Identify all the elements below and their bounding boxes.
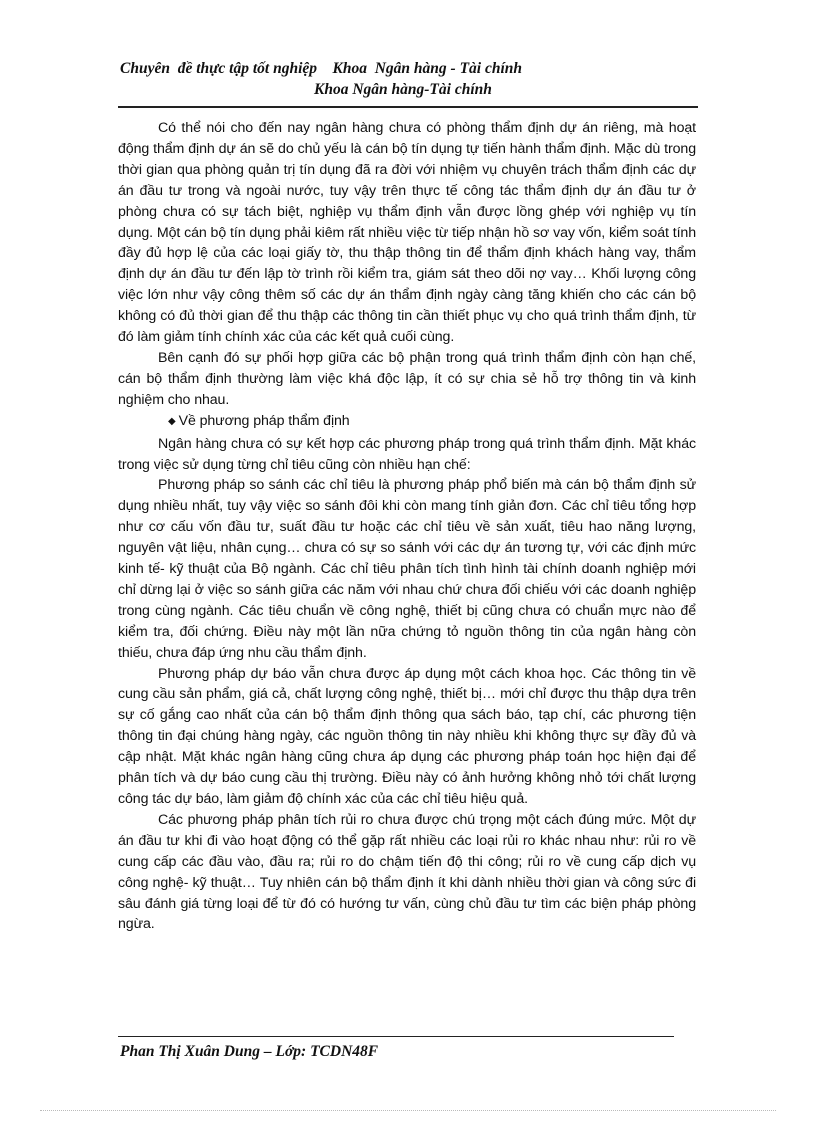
page-footer: Phan Thị Xuân Dung – Lớp: TCDN48F <box>120 1043 379 1060</box>
paragraph-2: Bên cạnh đó sự phối hợp giữa các bộ phận trong quá trình thẩm định còn hạn chế, cán bộ thẩm định thường làm việc khá độc lập, ít có sự chia sẻ hỗ trợ thông tin và kinh nghiệm cho nhau. <box>118 349 696 408</box>
paragraph-3: Ngân hàng chưa có sự kết hợp các phương pháp trong quá trình thẩm định. Mặt khác trong việc sử dụng từng chỉ tiêu cũng còn nhiều hạn chế: <box>118 435 696 473</box>
header-divider <box>118 106 698 108</box>
header-line-2: Khoa Ngân hàng-Tài chính <box>314 81 492 98</box>
bullet-heading <box>118 411 696 434</box>
document-body <box>118 118 696 935</box>
paragraph-4: Phương pháp so sánh các chỉ tiêu là phương pháp phổ biến mà cán bộ thẩm định sử dụng nhiều nhất, tuy vậy việc so sánh đôi khi còn mang tính giản đơn. Các chỉ tiêu tổng hợp như cơ cấu vốn đầu tư, suất đầu tư hoặc các chỉ tiêu về sản xuất, tiêu hao năng lượng, nguyên vật liệu, nhân cụng… chưa có sự so sánh với các dự án tương tự, với các định mức kinh tế- kỹ thuật của Bộ ngành. Các chỉ tiêu phân tích tình hình tài chính doanh nghiệp mới chỉ dừng lại ở việc so sánh giữa các năm với nhau chứ chưa đối chiếu với các doanh nghiệp trong cùng ngành. Các tiêu chuẩn về công nghệ, thiết bị cũng chưa có chuẩn mực nào để kiểm tra, đối chứng. Điều này một lần nữa chứng tỏ nguồn thông tin của ngân hàng còn thiếu, chưa đáp ứng nhu cầu thẩm định. <box>118 477 696 661</box>
bullet-heading-text: Về phương pháp thẩm định <box>178 412 350 429</box>
page-bottom-edge <box>40 1110 776 1111</box>
page-header <box>120 58 720 100</box>
paragraph-1: Có thể nói cho đến nay ngân hàng chưa có phòng thẩm định dự án riêng, mà hoạt động thẩm định dự án sẽ do chủ yếu là cán bộ tín dụng tự tiến hành thẩm định. Mặc dù trong thời gian qua phòng quản trị tín dụng đã ra đời với nhiệm vụ chuyên trách thẩm định các dự án đầu tư trong và ngoài nước, tuy vậy trên thực tế công tác thẩm định dự án đầu tư ở phòng chưa có sự tách biệt, nghiệp vụ thẩm định vẫn được lồng ghép với nghiệp vụ tín dụng. Một cán bộ tín dụng phải kiêm rất nhiều việc từ tiếp nhận hồ sơ vay vốn, kiểm soát tính đầy đủ hợp lệ của các loại giấy tờ, thu thập thông tin để thẩm định khách hàng vay, thẩm định dự án đầu tư đến lập tờ trình rồi kiểm tra, giám sát theo dõi nợ vay… Khối lượng công việc lớn như vậy công thêm số các dự án thẩm định ngày càng tăng khiến cho các cán bộ không có đủ thời gian để thu thập các thông tin cần thiết phục vụ cho quá trình thẩm định, từ đó làm giảm tính chính xác của các kết quả cuối cùng. <box>118 120 696 346</box>
footer-divider <box>118 1036 674 1037</box>
paragraph-6: Các phương pháp phân tích rủi ro chưa được chú trọng một cách đúng mức. Một dự án đầu tư khi đi vào hoạt động có thể gặp rất nhiều các loại rủi ro khác nhau như: rủi ro về cung cấp các đầu vào, đầu ra; rủi ro do chậm tiến độ thi công; rủi ro về cung cấp dịch vụ công nghệ- kỹ thuật… Tuy nhiên cán bộ thẩm định ít khi dành nhiều thời gian và công sức đi sâu đánh giá từng loại để từ đó có hướng tư vấn, cùng chủ đầu tư tìm các biện pháp phòng ngừa. <box>118 811 696 933</box>
diamond-bullet-icon: ◆ <box>168 415 176 427</box>
paragraph-5: Phương pháp dự báo vẫn chưa được áp dụng một cách khoa học. Các thông tin về cung cầu sản phẩm, giá cả, chất lượng công nghệ, thiết bị… mới chỉ được thu thập dựa trên sự cố gắng cao nhất của cán bộ thẩm định thông qua sách báo, tạp chí, các phương tiện thông tin đại chúng hàng ngày, các nguồn thông tin này nhiều khi không thực sự đầy đủ và cập nhật. Mặt khác ngân hàng cũng chưa áp dụng các phương pháp toán học hiện đại để phân tích và dự báo cung cầu thị trường. Điều này có ảnh hưởng không nhỏ tới chất lượng công tác dự báo, làm giảm độ chính xác của các chỉ tiêu hiệu quả. <box>118 665 696 807</box>
header-line-1: Chuyên đề thực tập tốt nghiệp Khoa Ngân hàng - Tài chính <box>120 60 523 77</box>
